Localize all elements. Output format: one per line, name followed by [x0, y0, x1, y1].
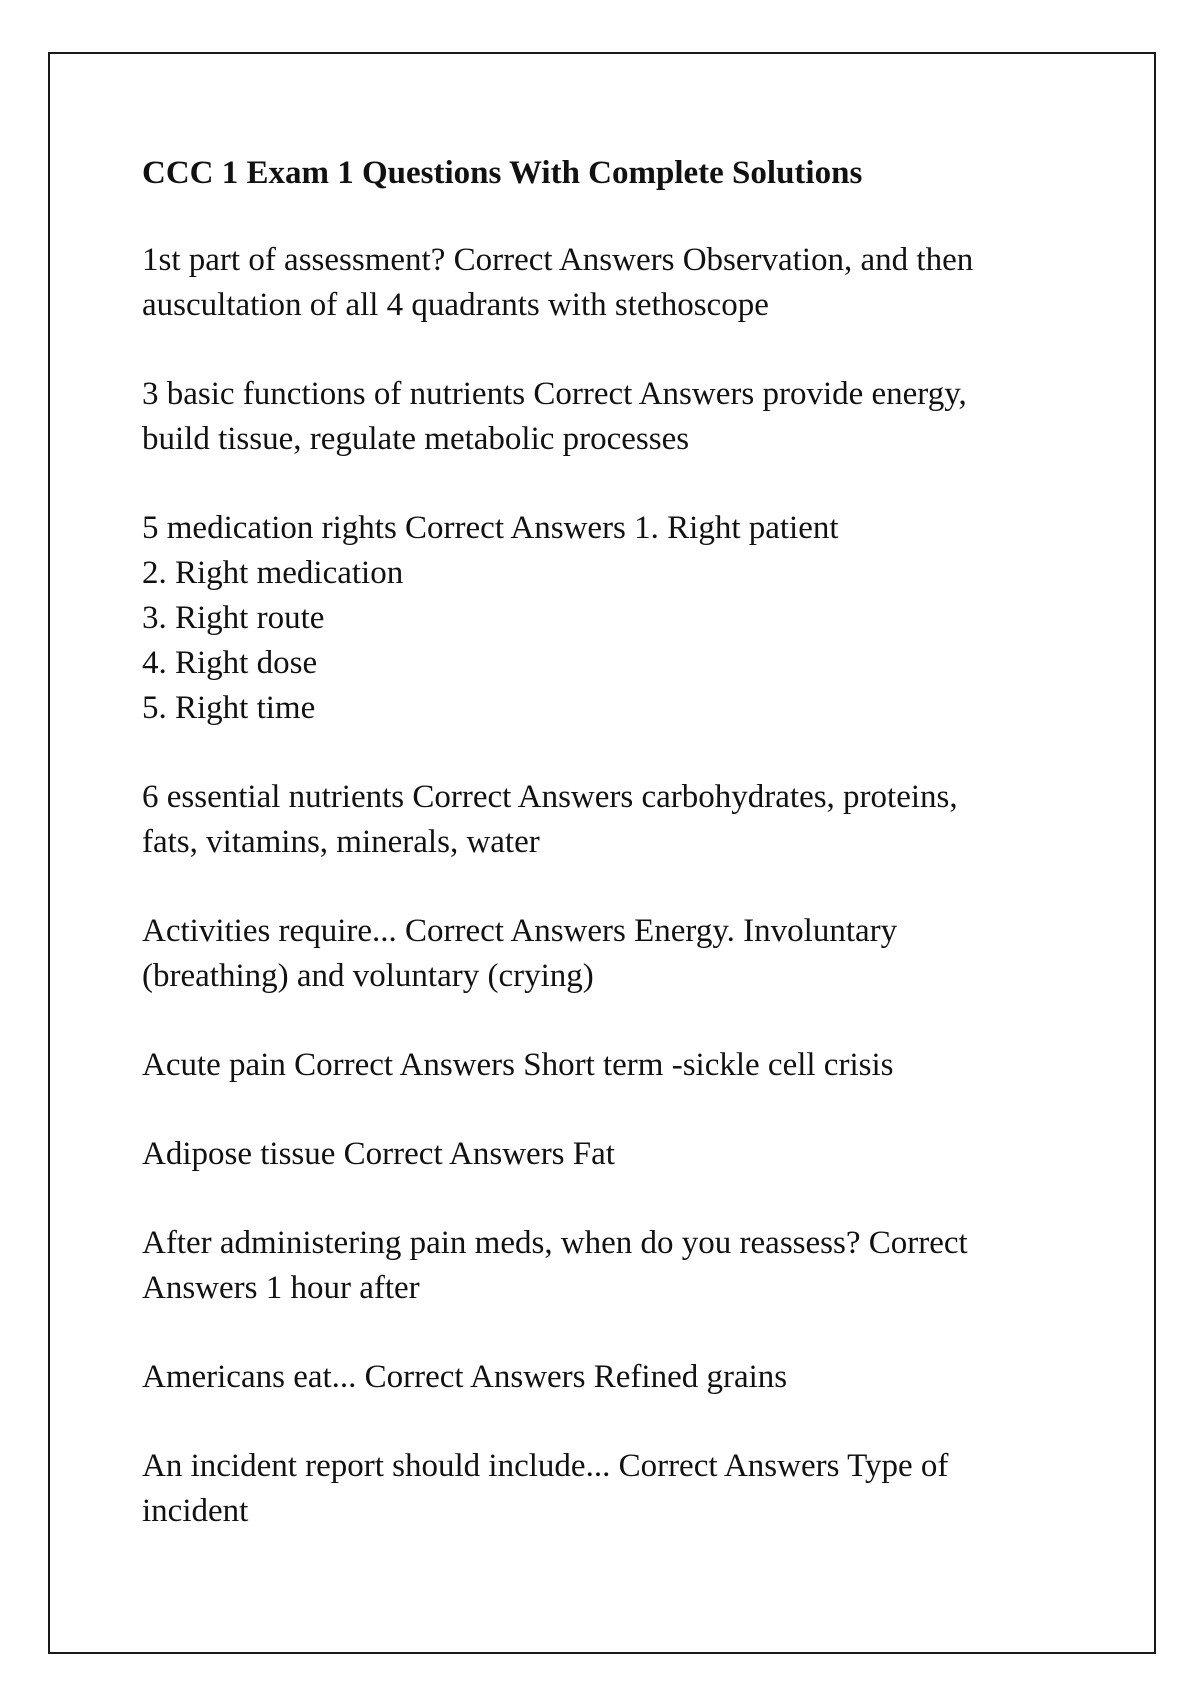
qa-line: An incident report should include... Correct Answers Type of	[142, 1448, 949, 1484]
qa-line: (breathing) and voluntary (crying)	[142, 958, 594, 994]
qa-line: auscultation of all 4 quadrants with stethoscope	[142, 287, 769, 323]
qa-line: After administering pain meds, when do you reassess? Correct	[142, 1225, 968, 1261]
qa-entry	[142, 238, 1072, 328]
document-title: CCC 1 Exam 1 Questions With Complete Solutions	[142, 155, 863, 191]
qa-entry	[142, 1132, 1072, 1177]
qa-line: Adipose tissue Correct Answers Fat	[142, 1136, 615, 1172]
qa-entry	[142, 372, 1072, 462]
qa-entry	[142, 1355, 1072, 1400]
qa-line: build tissue, regulate metabolic processes	[142, 421, 690, 457]
qa-line: 3 basic functions of nutrients Correct Answers provide energy,	[142, 376, 967, 412]
qa-entry	[142, 775, 1072, 865]
qa-line: 3. Right route	[142, 600, 325, 636]
qa-line: Americans eat... Correct Answers Refined grains	[142, 1359, 788, 1395]
qa-line: fats, vitamins, minerals, water	[142, 824, 540, 860]
qa-line: Answers 1 hour after	[142, 1270, 420, 1306]
qa-entry	[142, 506, 1072, 731]
qa-line: 1st part of assessment? Correct Answers Observation, and then	[142, 242, 974, 278]
qa-entry	[142, 1444, 1072, 1534]
qa-entry	[142, 1043, 1072, 1088]
qa-line: 4. Right dose	[142, 645, 318, 681]
qa-line: Acute pain Correct Answers Short term -sickle cell crisis	[142, 1047, 894, 1083]
qa-line: 5 medication rights Correct Answers 1. Right patient	[142, 510, 839, 546]
qa-line: 2. Right medication	[142, 555, 404, 591]
qa-line: 5. Right time	[142, 690, 316, 726]
qa-line: Activities require... Correct Answers Energy. Involuntary	[142, 913, 898, 949]
qa-entry	[142, 909, 1072, 999]
qa-entry	[142, 1221, 1072, 1311]
document-body	[142, 152, 1072, 1578]
qa-line: 6 essential nutrients Correct Answers carbohydrates, proteins,	[142, 779, 958, 815]
qa-line: incident	[142, 1493, 249, 1529]
